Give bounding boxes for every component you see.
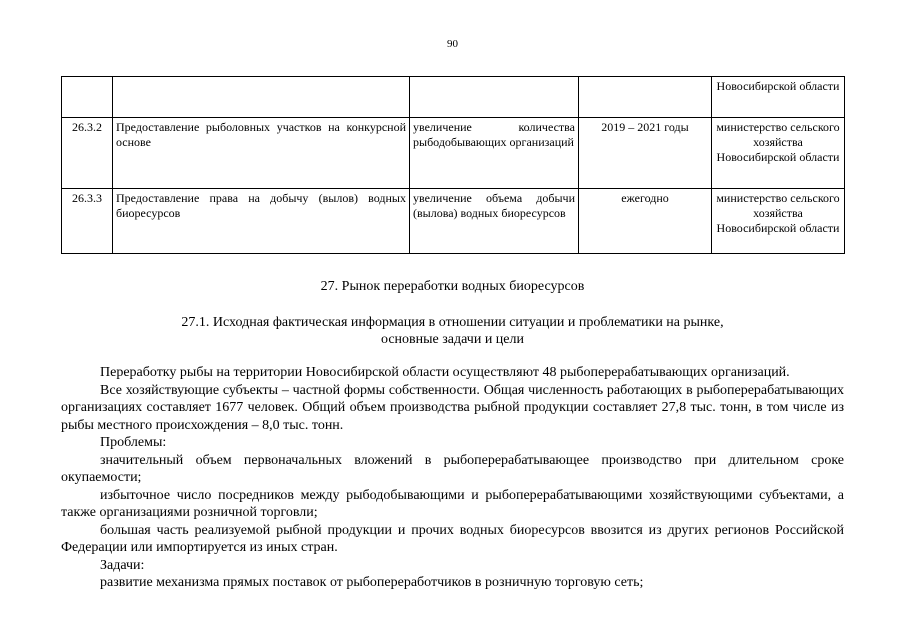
period-cell: ежегодно [579,189,712,254]
measure-cell: Предоставление права на добычу (вылов) водных биоресурсов [113,189,410,254]
result-cell: увеличение объема добычи (вылова) водных биоресурсов [410,189,579,254]
executor-cell: министерство сельского хозяйства Новосибирской области [712,118,845,189]
subsection-title-line: основные задачи и цели [380,332,524,347]
paragraph: избыточное число посредников между рыбодобывающими и рыбоперерабатывающими хозяйствующими субъектами, а также организациями розничной торговли; [61,487,844,520]
section-title: 27. Рынок переработки водных биоресурсов [320,279,585,294]
paragraph: большая часть реализуемой рыбной продукции и прочих водных биоресурсов ввозится из других регионов Российской Федерации или импортируется из иных стран. [61,522,844,555]
period-cell [579,77,712,118]
executor-cell: министерство сельского хозяйства Новосибирской области [712,189,845,254]
row-number-cell [62,77,113,118]
executor-cell: Новосибирской области [712,77,845,118]
table-row [62,118,845,189]
row-number-cell: 26.3.2 [62,118,113,189]
table-row [62,77,845,118]
subsection-title [61,314,844,348]
measures-table [61,76,845,254]
paragraph: Проблемы: [100,435,167,450]
paragraph: Задачи: [100,557,145,573]
row-number-cell: 26.3.3 [62,189,113,254]
measure-cell [113,77,410,118]
paragraph: развитие механизма прямых поставок от рыбопереработчиков в розничную торговую сеть; [100,575,644,590]
subsection-title-line: 27.1. Исходная фактическая информация в отношении ситуации и проблематики на рынке, [181,315,724,330]
table-row [62,189,845,254]
paragraph: Переработку рыбы на территории Новосибирской области осуществляют 48 рыбоперерабатывающих организаций. [100,365,790,380]
page-number: 90 [447,38,458,50]
period-cell: 2019 – 2021 годы [579,118,712,189]
body-text [61,364,844,592]
result-cell [410,77,579,118]
measure-cell: Предоставление рыболовных участков на конкурсной основе [113,118,410,189]
result-cell: увеличение количества рыбодобывающих организаций [410,118,579,189]
paragraph: значительный объем первоначальных вложений в рыбоперерабатывающее производство при длительном сроке окупаемости; [61,452,844,485]
paragraph: Все хозяйствующие субъекты – частной формы собственности. Общая численность работающих в рыбоперерабатывающих организациях составляет 1677 человек. Общий объем производства рыбной продукции составляет 27,8 тыс. тонн, в том числе из рыбы местного происхождения – 8,0 тыс. тонн. [61,382,844,433]
